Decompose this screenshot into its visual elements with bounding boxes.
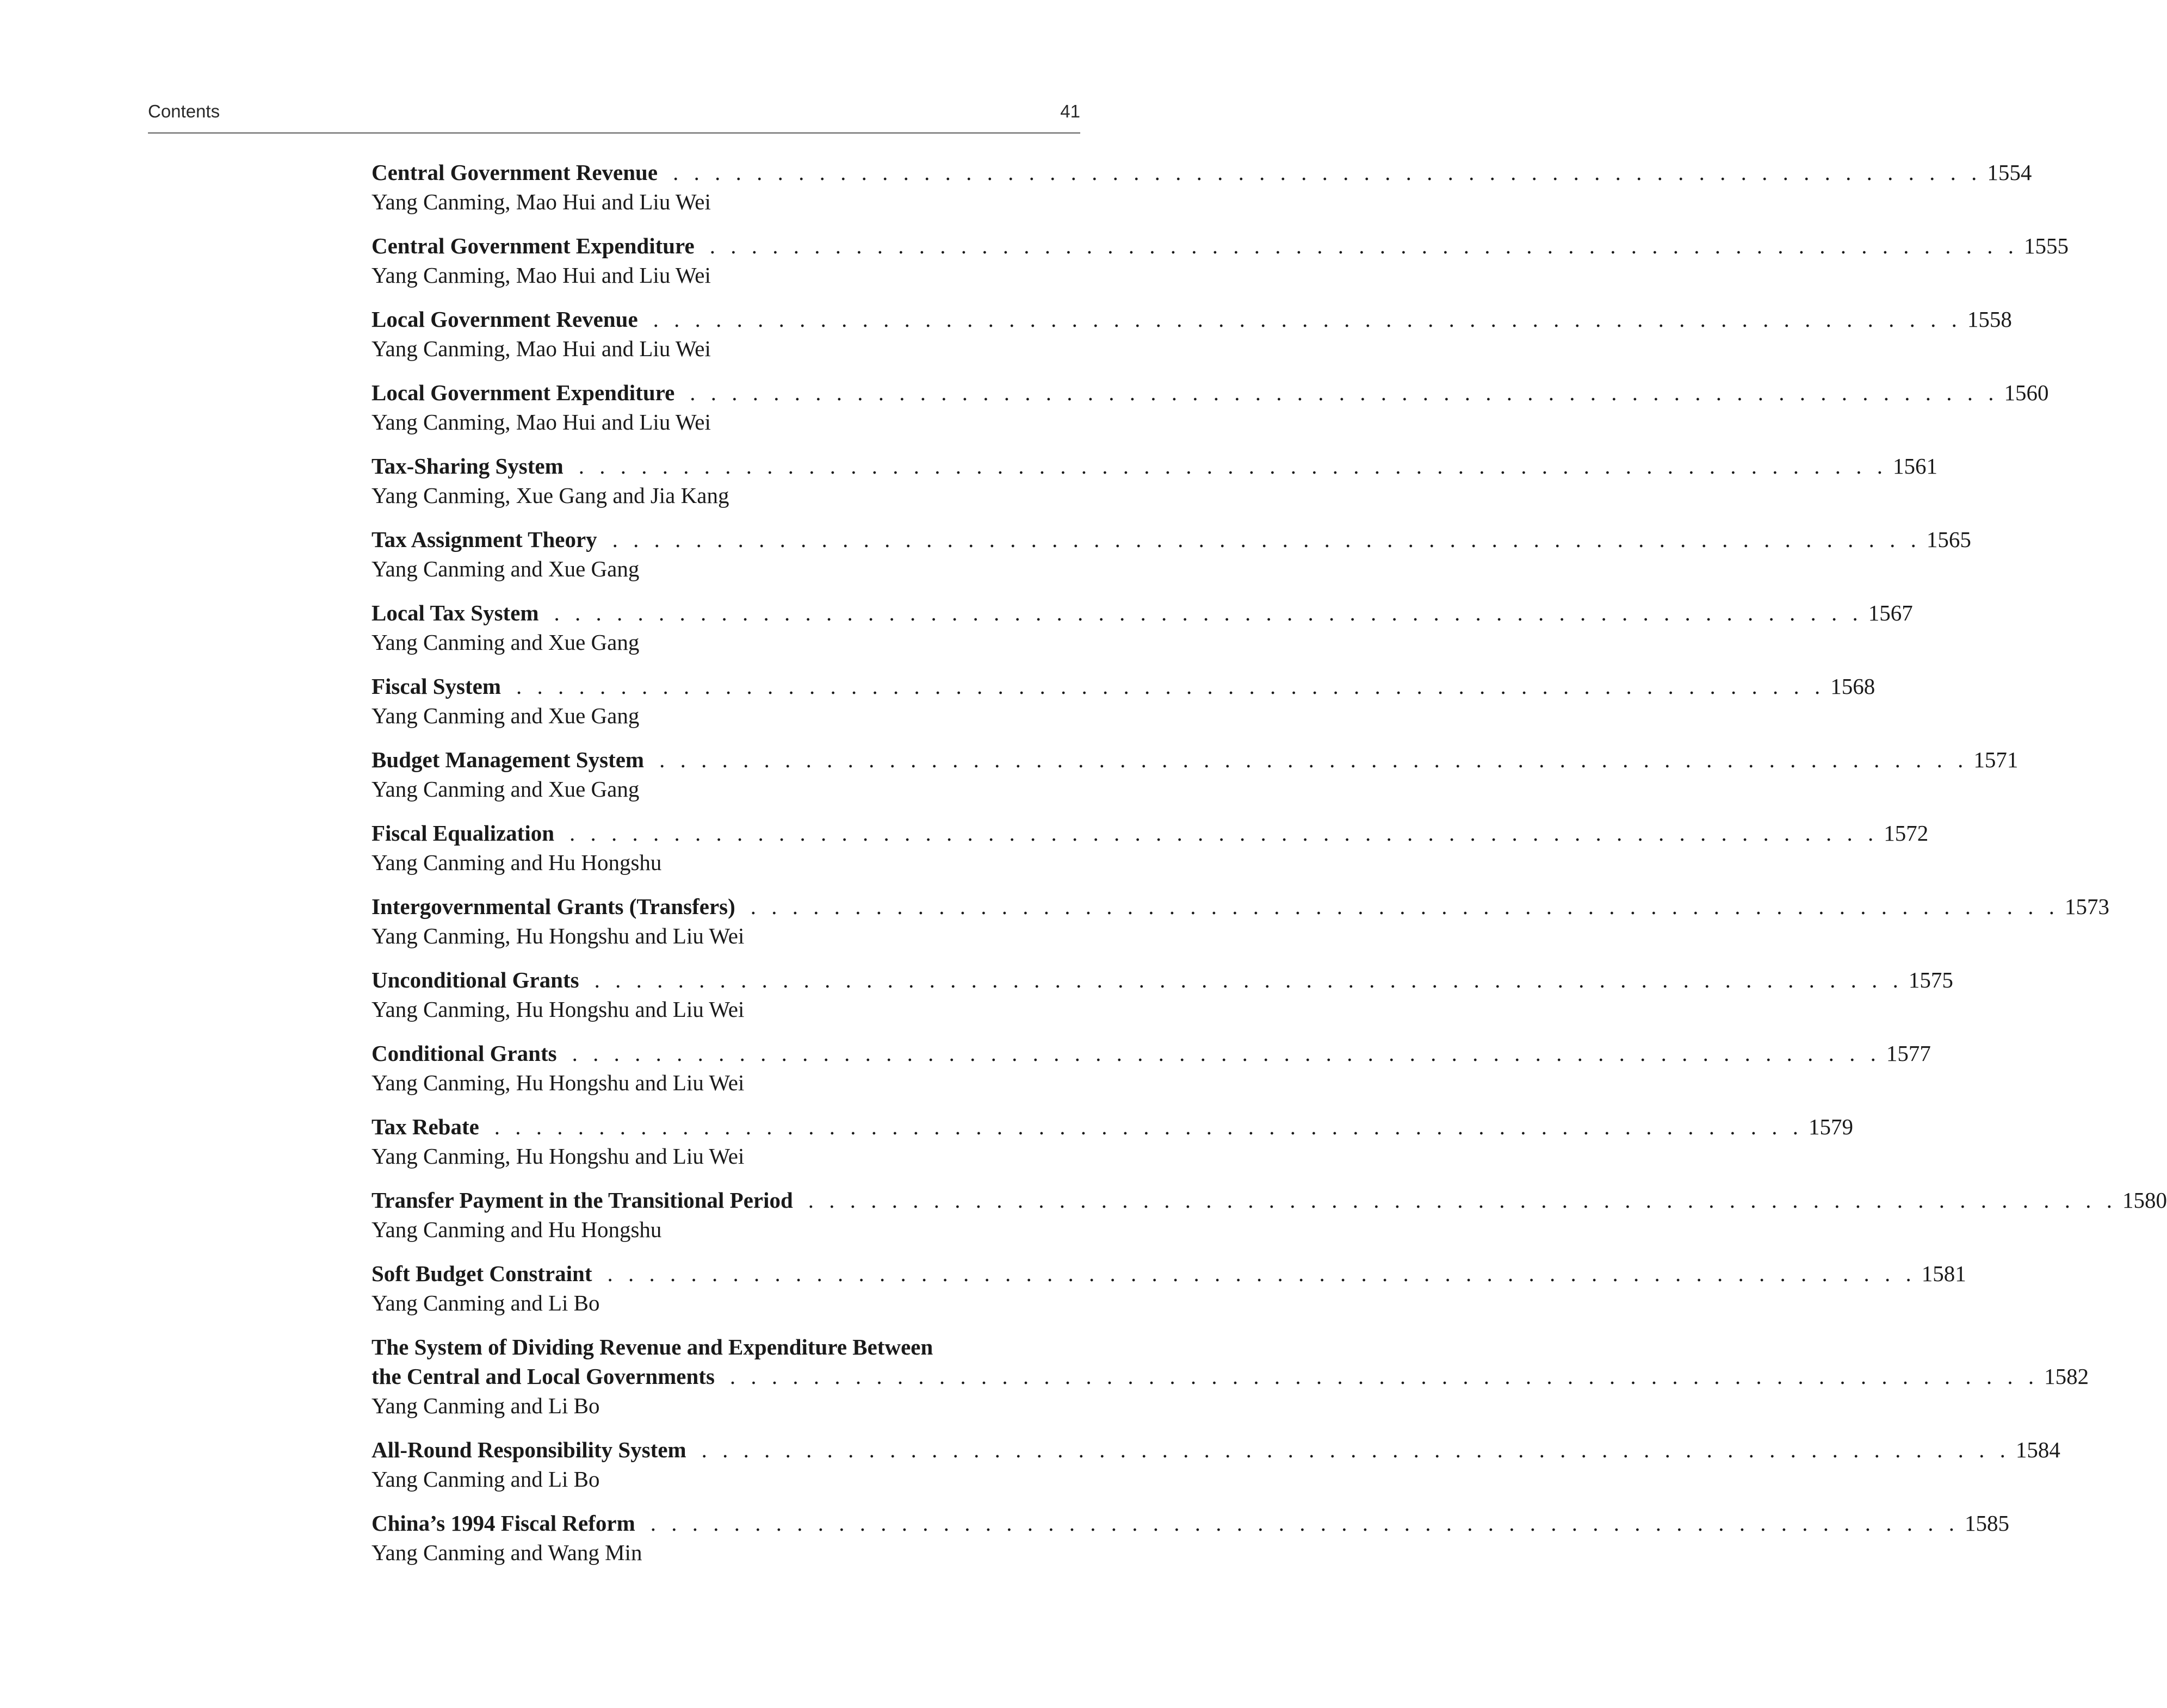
leader-dots: . . . . . . . . . . . . . . . . . . . . . . . . . . . . . . . . . . . . . . . . . . . . . . . . . . . . . . . . . . . . . . . (650, 1511, 1959, 1536)
toc-entry-page: 1555 (2023, 233, 2069, 258)
toc-entry-authors: Yang Canming, Hu Hongshu and Liu Wei (372, 923, 745, 948)
toc-entry[interactable] (372, 965, 1953, 1039)
page-number: 41 (1060, 101, 1080, 121)
toc-entry-authors: Yang Canming and Xue Gang (372, 703, 640, 728)
toc-entry-title[interactable]: Local Tax System (372, 600, 539, 625)
toc-entry[interactable] (372, 1259, 1966, 1332)
toc-entry-authors: Yang Canming and Xue Gang (372, 630, 640, 655)
toc-entry[interactable] (372, 1508, 2009, 1582)
toc-entry-authors: Yang Canming, Hu Hongshu and Liu Wei (372, 1144, 745, 1169)
toc-entry-authors: Yang Canming and Li Bo (372, 1290, 600, 1315)
running-header-title: Contents (148, 101, 220, 121)
header-divider (148, 132, 1080, 134)
toc-entry-page: 1582 (2044, 1364, 2089, 1389)
toc-entry-page: 1568 (1830, 674, 1875, 699)
leader-dots: . . . . . . . . . . . . . . . . . . . . . . . . . . . . . . . . . . . . . . . . . . . . . . . . . . . . . . . . . . . . . . . (701, 1437, 2010, 1462)
toc-entry-page: 1573 (2065, 894, 2110, 919)
toc-entry[interactable] (372, 1039, 1931, 1112)
leader-dots: . . . . . . . . . . . . . . . . . . . . . . . . . . . . . . . . . . . . . . . . . . . . . . . . . . . . . . . . . . . . . . . (578, 454, 1887, 479)
leader-dots: . . . . . . . . . . . . . . . . . . . . . . . . . . . . . . . . . . . . . . . . . . . . . . . . . . . . . . . . . . . . . . . (607, 1261, 1916, 1286)
toc-entry-page: 1579 (1809, 1114, 1854, 1139)
leader-dots: . . . . . . . . . . . . . . . . . . . . . . . . . . . . . . . . . . . . . . . . . . . . . . . . . . . . . . . . . . . . . . . (572, 1041, 1881, 1066)
toc-entry-title[interactable]: China’s 1994 Fiscal Reform (372, 1511, 635, 1536)
toc-entry[interactable] (372, 1185, 2167, 1259)
leader-dots: . . . . . . . . . . . . . . . . . . . . . . . . . . . . . . . . . . . . . . . . . . . . . . . . . . . . . . . . . . . . . . . (569, 821, 1879, 846)
leader-dots: . . . . . . . . . . . . . . . . . . . . . . . . . . . . . . . . . . . . . . . . . . . . . . . . . . . . . . . . . . . . . . . (594, 967, 1903, 992)
running-header (148, 96, 1080, 134)
toc-entry-page: 1567 (1868, 600, 1913, 625)
toc-entry-authors: Yang Canming and Li Bo (372, 1467, 600, 1492)
toc-entry-page: 1554 (1987, 160, 2032, 185)
toc-entry-authors: Yang Canming and Xue Gang (372, 777, 640, 802)
table-of-contents (372, 158, 2167, 1582)
leader-dots: . . . . . . . . . . . . . . . . . . . . . . . . . . . . . . . . . . . . . . . . . . . . . . . . . . . . . . . . . . . . . . . (690, 380, 1999, 405)
toc-entry-authors: Yang Canming, Mao Hui and Liu Wei (372, 409, 711, 434)
toc-entry[interactable] (372, 745, 2019, 818)
toc-entry-title[interactable]: Conditional Grants (372, 1041, 557, 1066)
toc-entry[interactable] (372, 451, 1937, 525)
toc-entry[interactable] (372, 305, 2012, 378)
toc-entry-page: 1584 (2015, 1437, 2060, 1462)
toc-entry[interactable] (372, 598, 1913, 672)
leader-dots: . . . . . . . . . . . . . . . . . . . . . . . . . . . . . . . . . . . . . . . . . . . . . . . . . . . . . . . . . . . . . . . (729, 1364, 2039, 1389)
toc-entry-authors: Yang Canming and Hu Hongshu (372, 850, 662, 875)
leader-dots: . . . . . . . . . . . . . . . . . . . . . . . . . . . . . . . . . . . . . . . . . . . . . . . . . . . . . . . . . . . . . . . (673, 160, 1982, 185)
toc-entry-title-line1[interactable]: The System of Dividing Revenue and Expenditure Between (372, 1334, 933, 1359)
leader-dots: . . . . . . . . . . . . . . . . . . . . . . . . . . . . . . . . . . . . . . . . . . . . . . . . . . . . . . . . . . . . . . . (612, 527, 1921, 552)
toc-entry-title[interactable]: All-Round Responsibility System (372, 1437, 686, 1462)
leader-dots: . . . . . . . . . . . . . . . . . . . . . . . . . . . . . . . . . . . . . . . . . . . . . . . . . . . . . . . . . . . . . . . (750, 894, 2060, 919)
toc-entry-authors: Yang Canming and Li Bo (372, 1393, 600, 1418)
leader-dots: . . . . . . . . . . . . . . . . . . . . . . . . . . . . . . . . . . . . . . . . . . . . . . . . . . . . . . . . . . . . . . . (653, 307, 1962, 332)
toc-entry-title[interactable]: Unconditional Grants (372, 967, 579, 992)
toc-entry-authors: Yang Canming, Hu Hongshu and Liu Wei (372, 997, 745, 1022)
toc-entry-page: 1565 (1926, 527, 1971, 552)
toc-entry-title[interactable]: Central Government Expenditure (372, 233, 695, 258)
toc-entry-title[interactable]: Fiscal Equalization (372, 821, 555, 846)
toc-entry[interactable] (372, 672, 1875, 745)
toc-entry-page: 1575 (1908, 967, 1953, 992)
toc-entry-page: 1572 (1884, 821, 1929, 846)
toc-entry-title[interactable]: Budget Management System (372, 747, 645, 772)
toc-entry-title[interactable]: Local Government Revenue (372, 307, 638, 332)
leader-dots: . . . . . . . . . . . . . . . . . . . . . . . . . . . . . . . . . . . . . . . . . . . . . . . . . . . . . . . . . . . . . . . (709, 233, 2019, 258)
leader-dots: . . . . . . . . . . . . . . . . . . . . . . . . . . . . . . . . . . . . . . . . . . . . . . . . . . . . . . . . . . . . . . . (554, 600, 1863, 625)
toc-entry-title[interactable]: the Central and Local Governments (372, 1364, 715, 1389)
toc-entry-title[interactable]: Soft Budget Constraint (372, 1261, 592, 1286)
leader-dots: . . . . . . . . . . . . . . . . . . . . . . . . . . . . . . . . . . . . . . . . . . . . . . . . . . . . . . . . . . . . . . . (494, 1114, 1804, 1139)
toc-entry-authors: Yang Canming, Hu Hongshu and Liu Wei (372, 1070, 745, 1095)
toc-entry[interactable] (372, 378, 2049, 451)
toc-entry-title[interactable]: Intergovernmental Grants (Transfers) (372, 894, 735, 919)
toc-entry-page: 1580 (2122, 1188, 2167, 1213)
toc-entry-title[interactable]: Local Government Expenditure (372, 380, 675, 405)
toc-entry[interactable] (372, 818, 1929, 892)
toc-entry-authors: Yang Canming and Wang Min (372, 1540, 642, 1565)
toc-entry[interactable] (372, 1112, 1854, 1185)
leader-dots: . . . . . . . . . . . . . . . . . . . . . . . . . . . . . . . . . . . . . . . . . . . . . . . . . . . . . . . . . . . . . . . (659, 747, 1968, 772)
toc-entry[interactable] (372, 231, 2069, 305)
toc-entry-page: 1561 (1893, 454, 1937, 479)
toc-entry-page: 1581 (1921, 1261, 1966, 1286)
toc-entry-authors: Yang Canming, Xue Gang and Jia Kang (372, 483, 729, 508)
toc-entry-title[interactable]: Central Government Revenue (372, 160, 658, 185)
toc-entry-title[interactable]: Tax-Sharing System (372, 454, 564, 479)
toc-entry-authors: Yang Canming, Mao Hui and Liu Wei (372, 189, 711, 214)
toc-entry-title[interactable]: Tax Assignment Theory (372, 527, 597, 552)
toc-entry[interactable] (372, 158, 2032, 231)
toc-entry-authors: Yang Canming and Hu Hongshu (372, 1217, 662, 1242)
toc-entry-authors: Yang Canming and Xue Gang (372, 556, 640, 581)
toc-entry-page: 1585 (1964, 1511, 2009, 1536)
toc-entry-title[interactable]: Transfer Payment in the Transitional Period (372, 1188, 793, 1213)
toc-entry[interactable] (372, 1435, 2060, 1508)
toc-entry-page: 1571 (1973, 747, 2019, 772)
toc-entry-authors: Yang Canming, Mao Hui and Liu Wei (372, 263, 711, 288)
toc-entry-page: 1560 (2004, 380, 2049, 405)
toc-entry-title[interactable]: Fiscal System (372, 674, 501, 699)
toc-entry-page: 1577 (1886, 1041, 1931, 1066)
toc-entry-title[interactable]: Tax Rebate (372, 1114, 479, 1139)
leader-dots: . . . . . . . . . . . . . . . . . . . . . . . . . . . . . . . . . . . . . . . . . . . . . . . . . . . . . . . . . . . . . . . (808, 1188, 2118, 1213)
toc-entry[interactable] (372, 892, 2110, 965)
toc-entry[interactable] (372, 525, 1971, 598)
leader-dots: . . . . . . . . . . . . . . . . . . . . . . . . . . . . . . . . . . . . . . . . . . . . . . . . . . . . . . . . . . . . . . . (516, 674, 1825, 699)
toc-entry-page: 1558 (1967, 307, 2012, 332)
toc-entry-authors: Yang Canming, Mao Hui and Liu Wei (372, 336, 711, 361)
toc-entry[interactable] (372, 1332, 2089, 1435)
